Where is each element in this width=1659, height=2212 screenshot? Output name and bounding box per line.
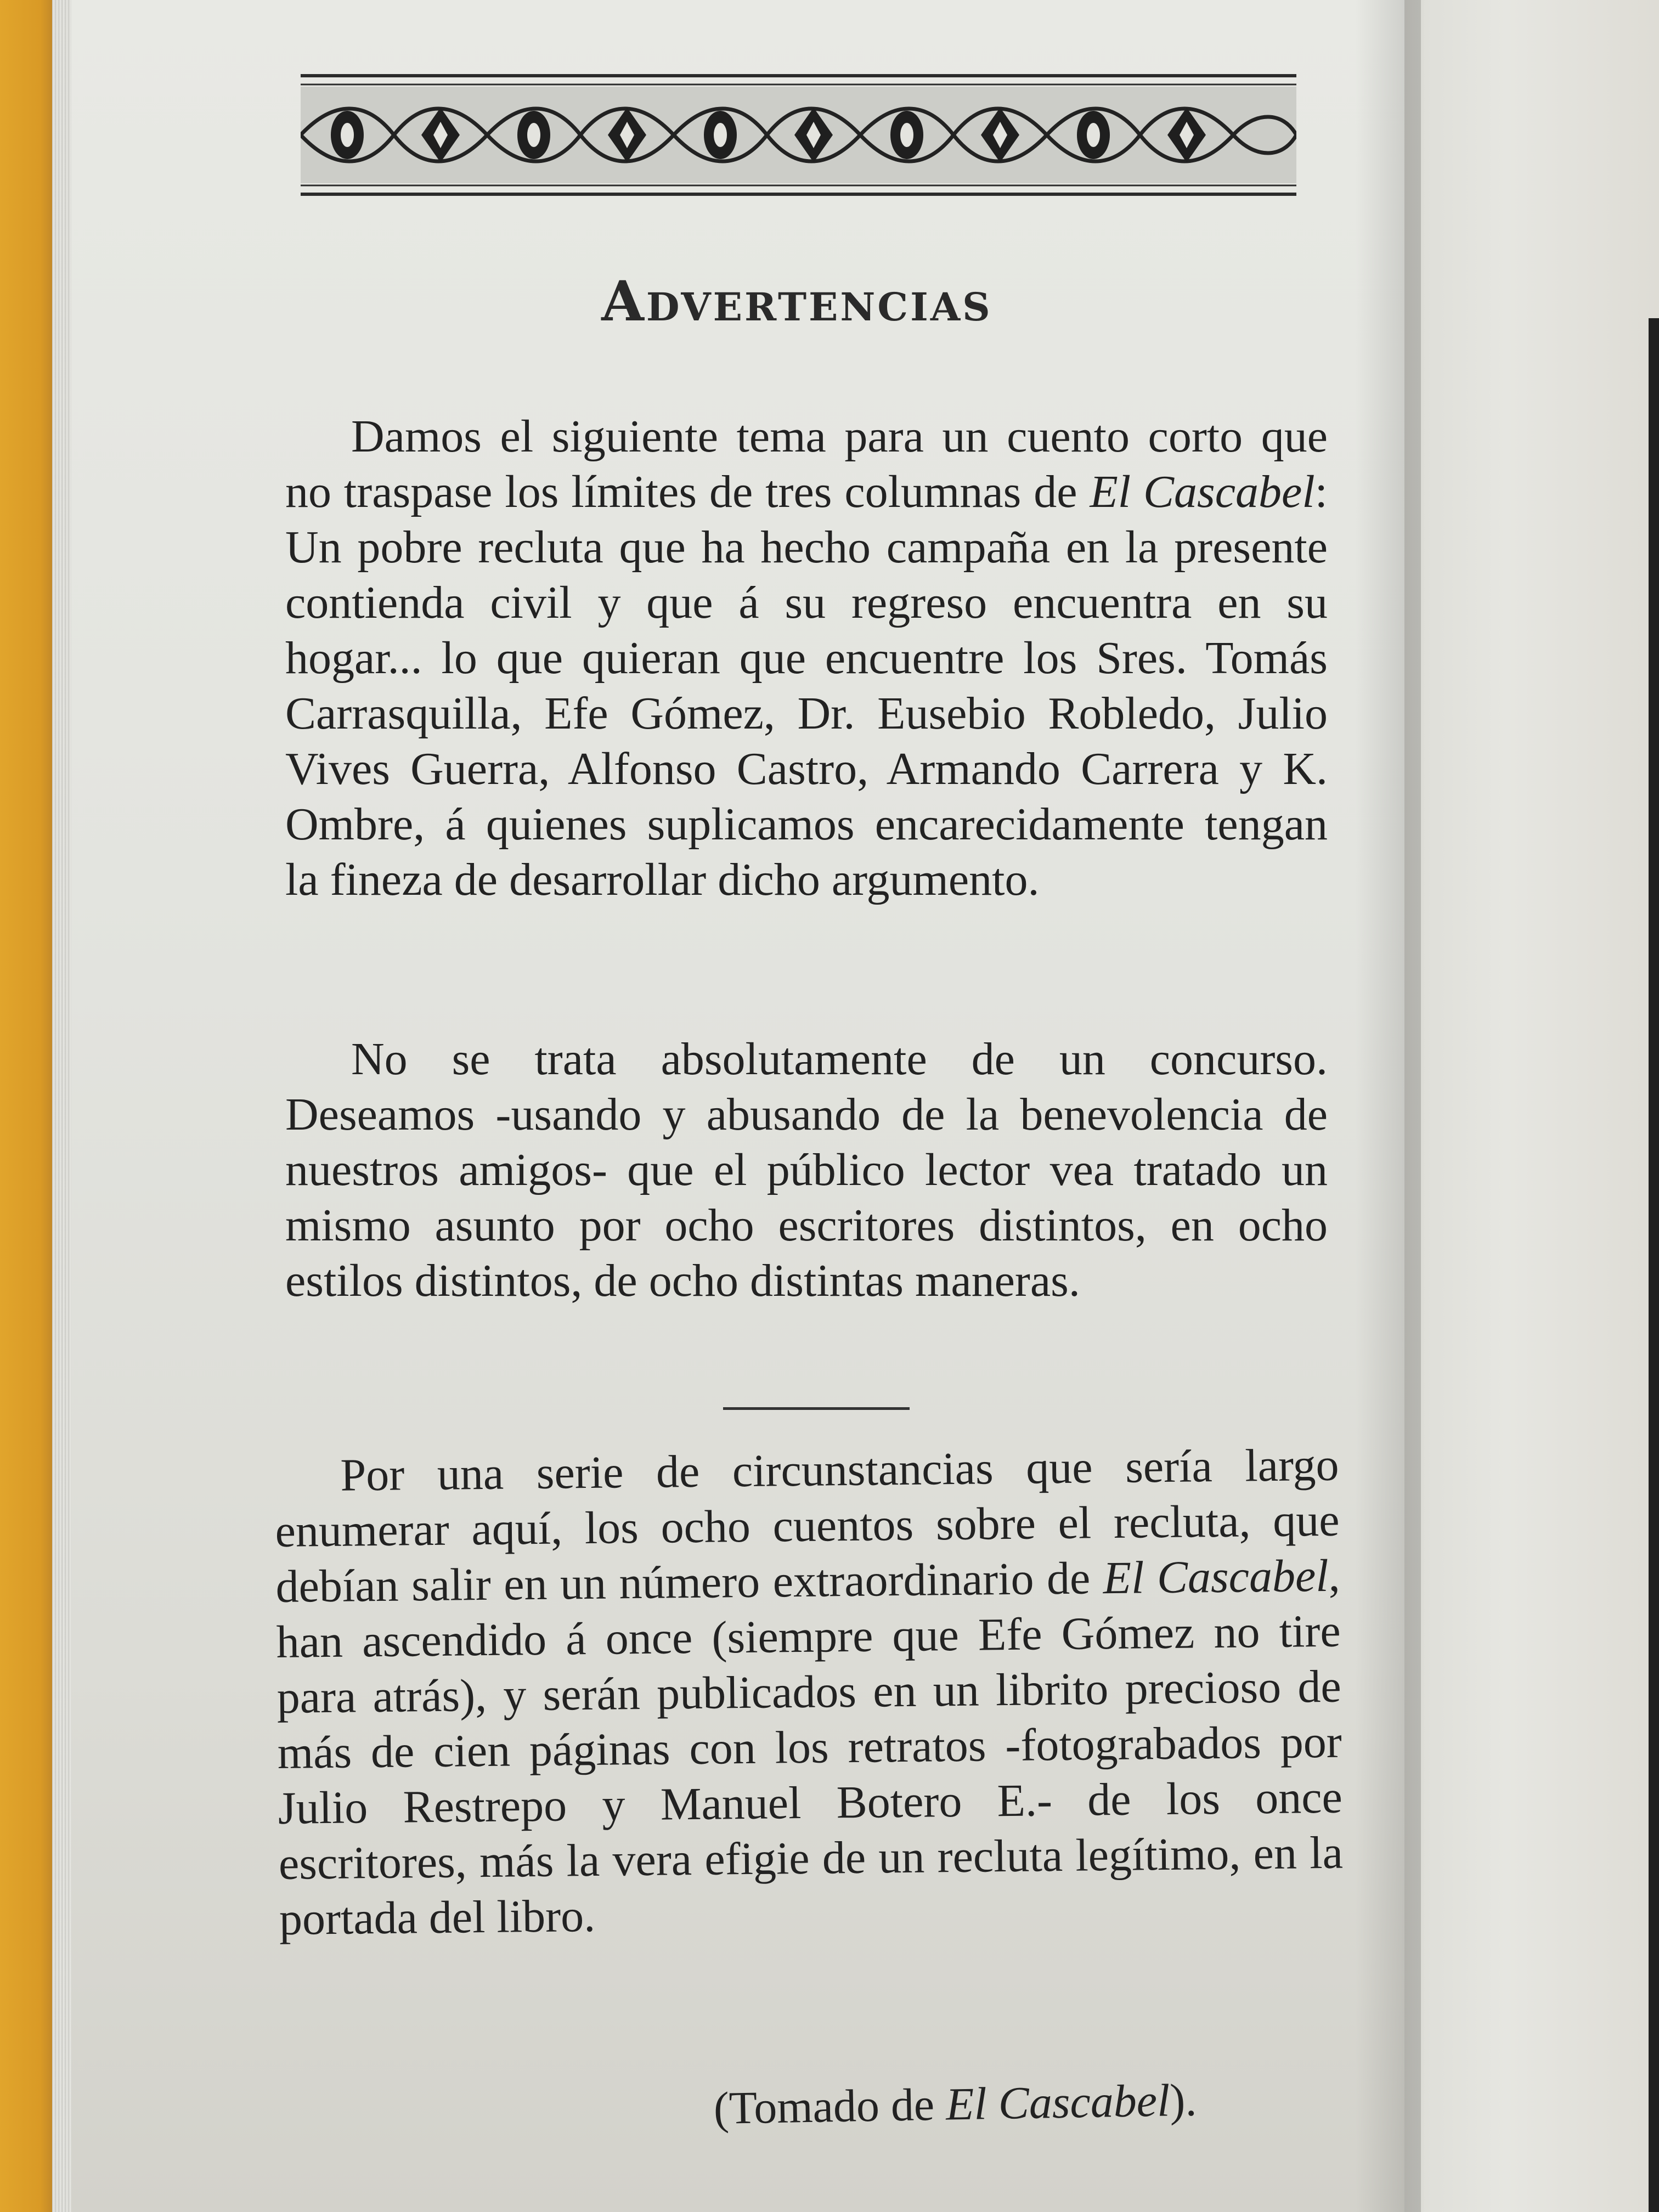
page-title: Advertencias [601,269,992,334]
paragraph-2 [285,1031,1328,1308]
paragraph-1 [285,409,1328,907]
ornamental-header-band [301,72,1296,198]
source-attribution [713,2074,1197,2135]
facing-page-edge [1649,318,1659,2212]
ornament-border-icon [301,72,1296,198]
paragraph-3-text-a: Por una serie de circunstancias que sería largo enumerar aquí, los ocho cuentos sobre el recluta, que debían salir en un número extraordinario de [275,1439,1340,1612]
paragraph-1-text-a: Damos el siguiente tema para un cuento corto que no traspase los límites de tres columnas de [285,411,1328,517]
signoff-text-b: ). [1169,2074,1198,2126]
signoff-italic: El Cascabel [945,2075,1171,2130]
paragraph-1-italic: El Cascabel [1090,466,1315,517]
paragraph-3-italic: El Cascabel [1103,1550,1329,1604]
paragraph-3-text-b: , han ascendido á once (siempre que Efe Gómez no tire para atrás), y serán publicados en un librito precioso de más de cien páginas con los retratos -fotograbados por Julio Restrepo y Manuel Botero E.- de los once escritores, más la vera efigie de un recluta legítimo, en la portada del libro. [276,1550,1344,1945]
paragraph-3 [274,1437,1344,1947]
signoff-text-a: (Tomado de [713,2079,946,2134]
section-divider [723,1407,910,1410]
paragraph-1-text-b: : Un pobre recluta que ha hecho campaña en la presente contienda civil y que á su regreso encuentra en su hogar... lo que quieran que encuentre los Sres. Tomás Carrasquilla, Efe Gómez, Dr. Eusebio Robledo, Julio Vives Guerra, Alfonso Castro, Armando Carrera y K. Ombre, á quienes suplicamos encarecidamente tengan la fineza de desarrollar dicho argumento. [285,466,1328,905]
paragraph-2-text: No se trata absolutamente de un concurso. Deseamos -usando y abusando de la benevolencia de nuestros amigos- que el público lector vea tratado un mismo asunto por ocho escritores distintos, en ocho estilos distintos, de ocho distintas maneras. [285,1034,1328,1306]
